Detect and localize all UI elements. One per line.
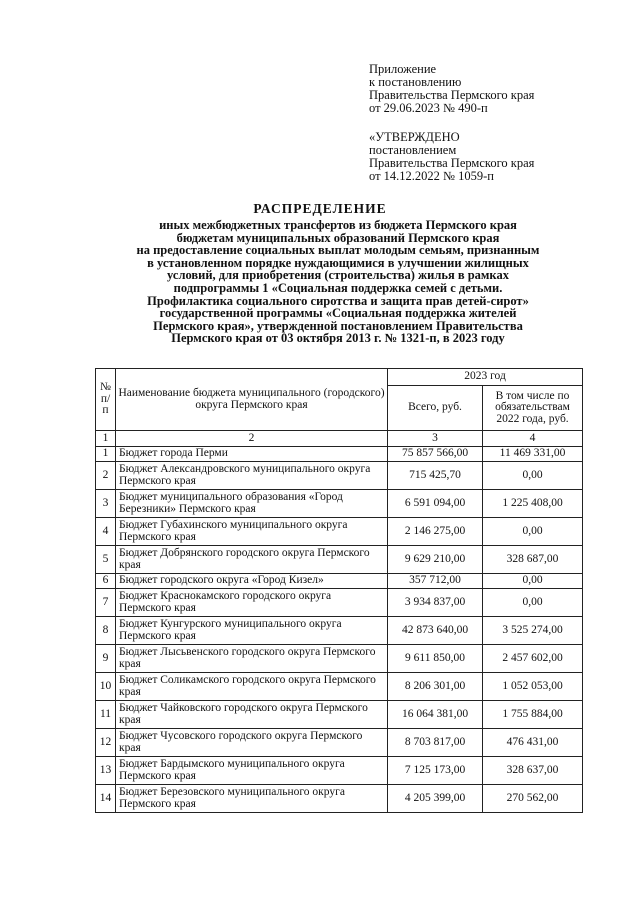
row-number: 8 (96, 617, 116, 645)
row-budget-name: Бюджет Бардымского муниципального округа Пермского края (116, 757, 388, 785)
row-incl-2022: 328 687,00 (483, 546, 583, 574)
row-number: 3 (96, 490, 116, 518)
row-budget-name: Бюджет Губахинского муниципального округа Пермского края (116, 518, 388, 546)
approved-line: «УТВЕРЖДЕНО (369, 130, 460, 144)
row-total: 9 629 210,00 (388, 546, 483, 574)
row-number: 1 (96, 447, 116, 462)
row-total: 16 064 381,00 (388, 701, 483, 729)
row-total: 7 125 173,00 (388, 757, 483, 785)
header-total: Всего, руб. (388, 386, 483, 431)
row-total: 3 934 837,00 (388, 589, 483, 617)
row-total: 8 703 817,00 (388, 729, 483, 757)
col-number: 4 (483, 431, 583, 447)
row-number: 6 (96, 574, 116, 589)
row-number: 5 (96, 546, 116, 574)
row-total: 6 591 094,00 (388, 490, 483, 518)
header-year: 2023 год (388, 369, 583, 386)
row-total: 8 206 301,00 (388, 673, 483, 701)
subtitle-line: в установленном порядке нуждающимися в улучшении жилищных (147, 255, 529, 270)
col-number: 1 (96, 431, 116, 447)
row-total: 75 857 566,00 (388, 447, 483, 462)
subtitle-line: бюджетам муниципальных образований Пермского края (176, 230, 500, 245)
row-number: 12 (96, 729, 116, 757)
approved-line: Правительства Пермского края (369, 156, 535, 170)
header-num: № п/п (96, 369, 116, 431)
subtitle-line: Пермского края», утвержденной постановлением Правительства (153, 318, 523, 333)
row-incl-2022: 2 457 602,00 (483, 645, 583, 673)
approved-block (369, 131, 534, 183)
row-total: 357 712,00 (388, 574, 483, 589)
approved-line: от 14.12.2022 № 1059-п (369, 169, 494, 183)
subtitle-line: Профилактика социального сиротства и защита прав детей-сирот» (147, 293, 529, 308)
row-total: 4 205 399,00 (388, 785, 483, 813)
appendix-line: Правительства Пермского края (369, 88, 535, 102)
row-budget-name: Бюджет города Перми (116, 447, 388, 462)
header-name: Наименование бюджета муниципального (городского) округа Пермского края (116, 369, 388, 431)
row-number: 4 (96, 518, 116, 546)
row-budget-name: Бюджет Чайковского городского округа Пермского края (116, 701, 388, 729)
row-incl-2022: 0,00 (483, 462, 583, 490)
table-row (96, 785, 583, 813)
column-number-row (96, 431, 583, 447)
row-incl-2022: 476 431,00 (483, 729, 583, 757)
table-row (96, 757, 583, 785)
table-row (96, 701, 583, 729)
document-subtitle (88, 219, 588, 345)
row-number: 2 (96, 462, 116, 490)
appendix-block (369, 63, 534, 115)
appendix-line: Приложение (369, 62, 437, 76)
row-number: 7 (96, 589, 116, 617)
row-incl-2022: 0,00 (483, 574, 583, 589)
table-row (96, 462, 583, 490)
table-row (96, 518, 583, 546)
row-incl-2022: 328 637,00 (483, 757, 583, 785)
row-budget-name: Бюджет муниципального образования «Город Березники» Пермского края (116, 490, 388, 518)
row-number: 9 (96, 645, 116, 673)
table-row (96, 490, 583, 518)
table-row (96, 729, 583, 757)
row-budget-name: Бюджет Березовского муниципального округа Пермского края (116, 785, 388, 813)
table-row (96, 617, 583, 645)
row-incl-2022: 3 525 274,00 (483, 617, 583, 645)
header-incl: В том числе по обязательствам 2022 года, руб. (483, 386, 583, 431)
row-total: 715 425,70 (388, 462, 483, 490)
row-total: 9 611 850,00 (388, 645, 483, 673)
row-incl-2022: 11 469 331,00 (483, 447, 583, 462)
row-budget-name: Бюджет Соликамского городского округа Пермского края (116, 673, 388, 701)
subtitle-line: условий, для приобретения (строительства) жилья в рамках (167, 268, 509, 283)
subtitle-line: Пермского края от 03 октября 2013 г. № 1321-п, в 2023 году (171, 331, 505, 346)
subtitle-line: государственной программы «Социальная поддержка жителей (159, 306, 517, 321)
subtitle-line: иных межбюджетных трансфертов из бюджета Пермского края (159, 218, 517, 232)
table-row (96, 574, 583, 589)
col-number: 3 (388, 431, 483, 447)
table-row (96, 589, 583, 617)
appendix-line: к постановлению (369, 75, 462, 89)
approved-line: постановлением (369, 143, 457, 157)
row-budget-name: Бюджет Краснокамского городского округа Пермского края (116, 589, 388, 617)
row-budget-name: Бюджет Лысьвенского городского округа Пермского края (116, 645, 388, 673)
row-number: 10 (96, 673, 116, 701)
row-number: 11 (96, 701, 116, 729)
row-number: 14 (96, 785, 116, 813)
document-title: РАСПРЕДЕЛЕНИЕ (253, 201, 387, 216)
row-incl-2022: 270 562,00 (483, 785, 583, 813)
distribution-table (95, 368, 583, 813)
table-row (96, 447, 583, 462)
subtitle-line: на предоставление социальных выплат молодым семьям, признанным (136, 243, 540, 258)
row-incl-2022: 0,00 (483, 589, 583, 617)
row-incl-2022: 1 225 408,00 (483, 490, 583, 518)
row-total: 42 873 640,00 (388, 617, 483, 645)
row-budget-name: Бюджет городского округа «Город Кизел» (116, 574, 388, 589)
row-incl-2022: 0,00 (483, 518, 583, 546)
table-row (96, 645, 583, 673)
row-budget-name: Бюджет Добрянского городского округа Пермского края (116, 546, 388, 574)
table-row (96, 546, 583, 574)
table-body (96, 431, 583, 813)
row-total: 2 146 275,00 (388, 518, 483, 546)
row-budget-name: Бюджет Александровского муниципального округа Пермского края (116, 462, 388, 490)
table-row (96, 673, 583, 701)
row-budget-name: Бюджет Чусовского городского округа Пермского края (116, 729, 388, 757)
col-number: 2 (116, 431, 388, 447)
row-incl-2022: 1 755 884,00 (483, 701, 583, 729)
row-incl-2022: 1 052 053,00 (483, 673, 583, 701)
appendix-line: от 29.06.2023 № 490-п (369, 101, 488, 115)
row-budget-name: Бюджет Кунгурского муниципального округа Пермского края (116, 617, 388, 645)
row-number: 13 (96, 757, 116, 785)
subtitle-line: подпрограммы 1 «Социальная поддержка семей с детьми. (173, 280, 503, 295)
